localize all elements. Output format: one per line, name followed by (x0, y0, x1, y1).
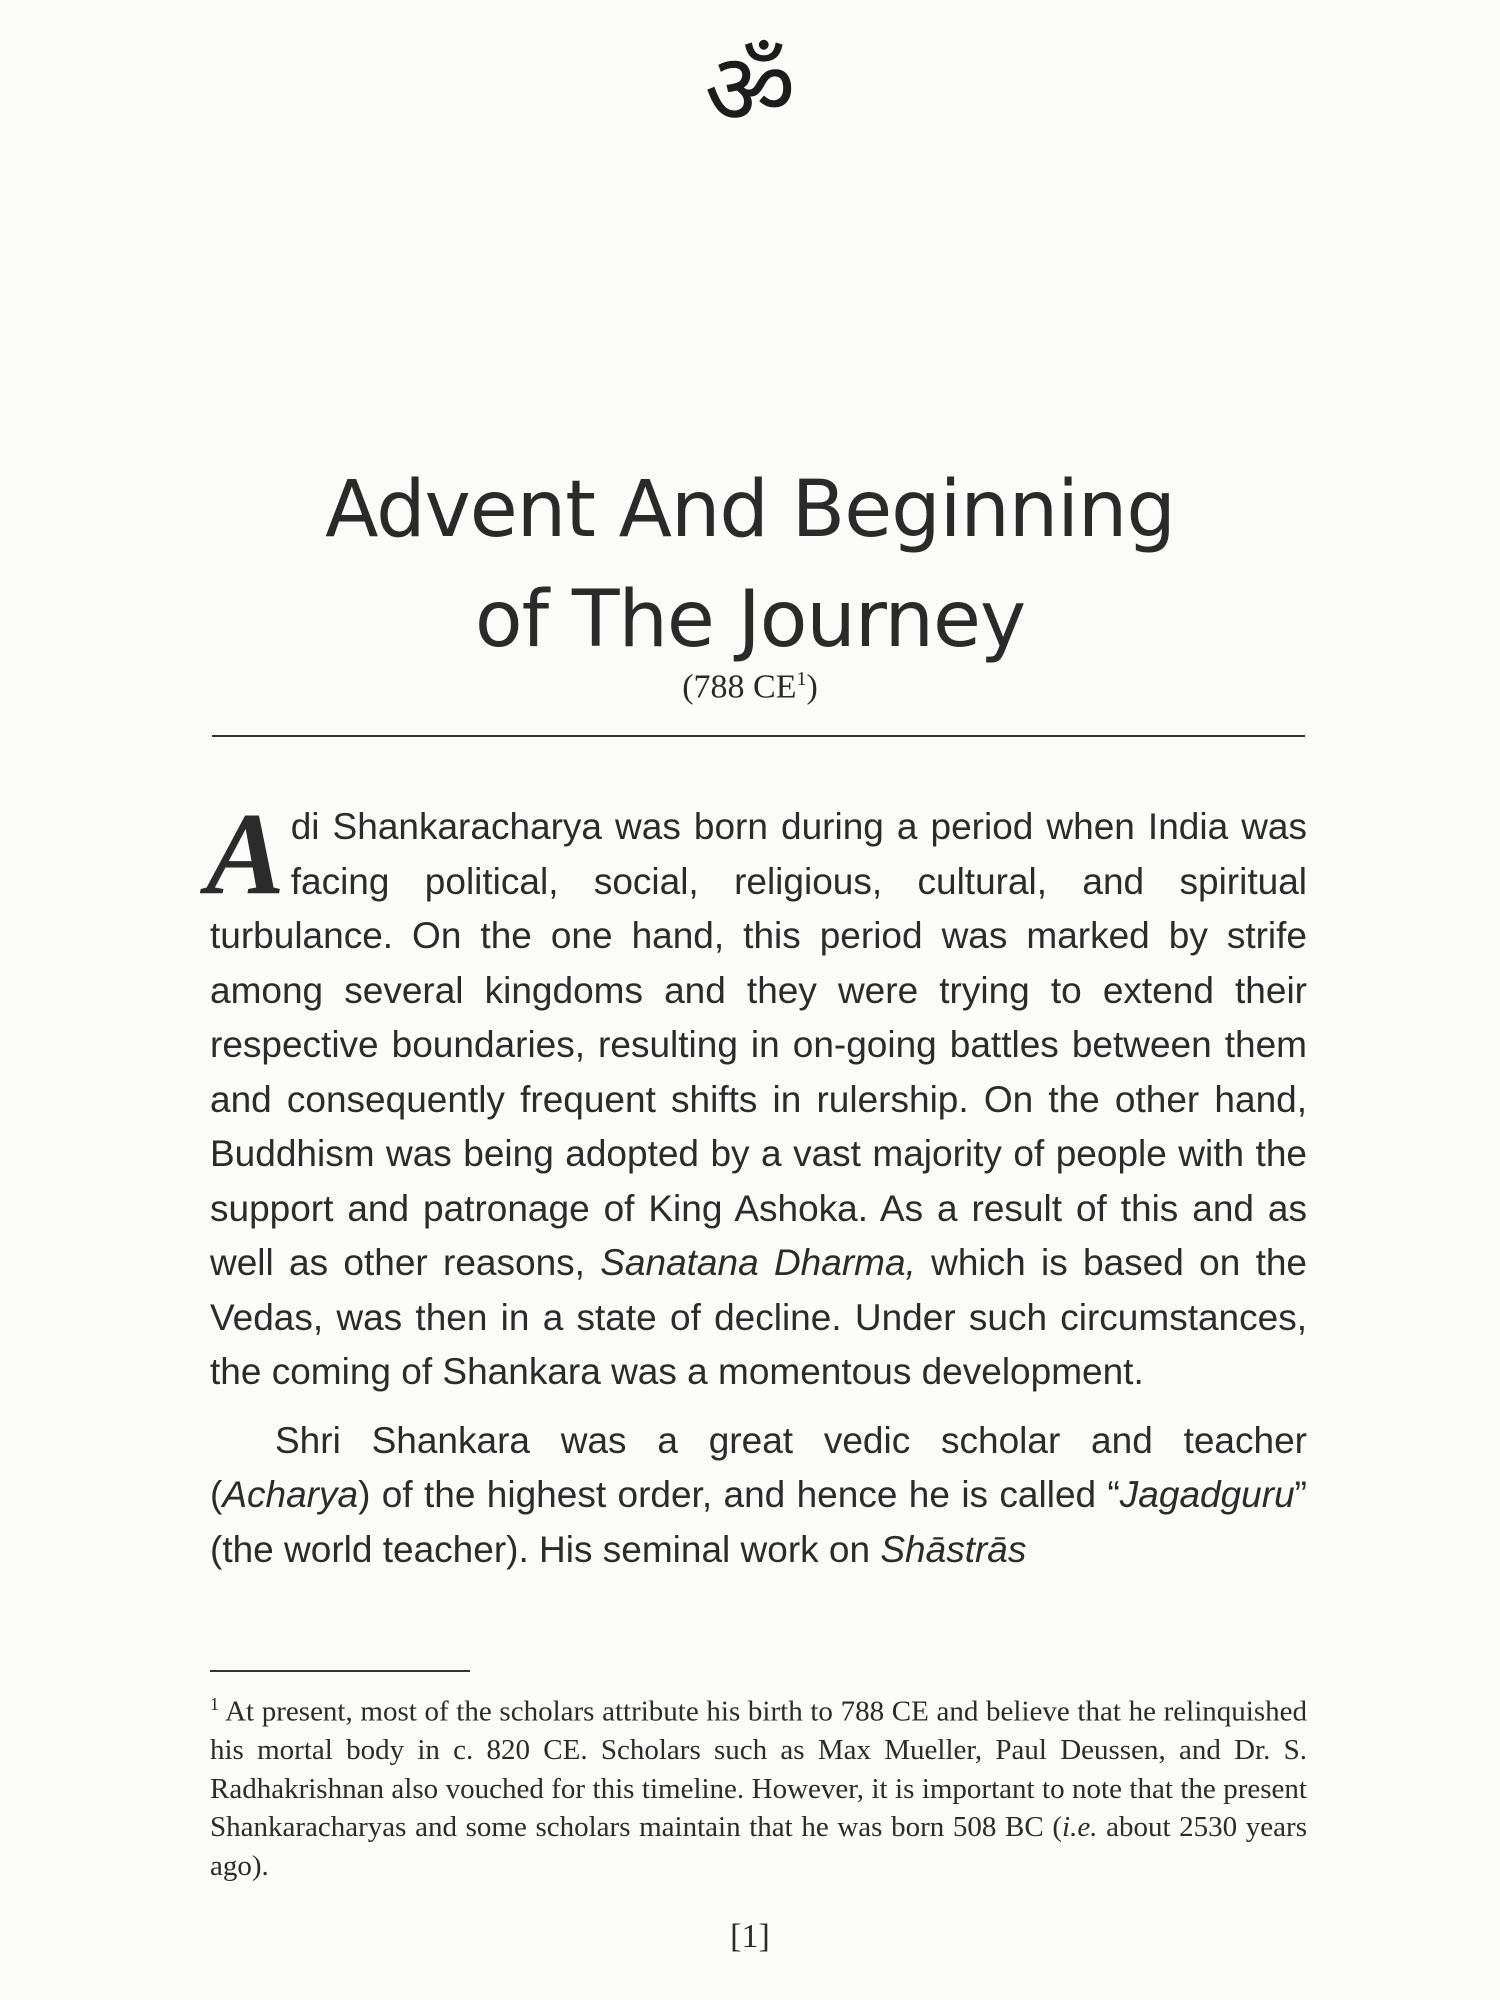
paragraph-1-text-a: di Shankaracharya was born during a period when India was facing political, social, religious, cultural, and spiritual turbulance. On the one hand, this period was marked by strife among several kingdoms and they were trying to extend their respective boundaries, resulting in on-going battles between them and consequently frequent shifts in rulership. On the other hand, Buddhism was being adopted by a vast majority of people with the support and patronage of King Ashoka. As a result of this and as well as other reasons, (210, 806, 1307, 1283)
chapter-title-line-1: Advent And Beginning (325, 465, 1175, 555)
footnote-text-a: At present, most of the scholars attribute his birth to 788 CE and believe that he relinquished his mortal body in c. 820 CE. Scholars such as Max Mueller, Paul Deussen, and Dr. S. Radhakrishnan also vouched for this timeline. However, it is important to note that the present Shankaracharyas and some scholars maintain that he was born 508 BC ( (210, 1695, 1307, 1844)
page-number: [1] (730, 1918, 770, 1955)
paragraph-1 (206, 788, 1307, 1400)
chapter-body (206, 788, 1307, 1577)
paragraph-2-text-c: ” (the world teacher). His seminal work on (210, 1474, 1307, 1570)
footnote-marker: 1 (210, 1694, 219, 1714)
chapter-date (0, 668, 1500, 706)
footnote-italic: i.e. (1062, 1811, 1098, 1844)
paragraph-1-italic: Sanatana Dharma, (600, 1242, 916, 1283)
date-close: ) (806, 668, 818, 706)
title-divider (212, 735, 1305, 737)
footnote-text-b: about 2530 years ago). (210, 1811, 1307, 1882)
om-symbol: ॐ (704, 31, 796, 148)
chapter-title (0, 455, 1500, 675)
paragraph-2-italic-a: Acharya (222, 1474, 359, 1515)
paragraph-2 (210, 1414, 1307, 1578)
footnote-reference: 1 (796, 668, 807, 690)
paragraph-1-text-b: which is based on the Vedas, was then in a state of decline. Under such circumstances, the coming of Shankara was a momentous development. (210, 1242, 1307, 1392)
date-text: (788 CE (682, 668, 797, 706)
drop-cap: A (206, 788, 285, 919)
paragraph-2-text-b: ) of the highest order, and hence he is called “ (358, 1474, 1120, 1515)
paragraph-2-italic-b: Jagadguru (1119, 1474, 1295, 1515)
chapter-title-line-2: of The Journey (474, 575, 1026, 665)
footnote-divider (210, 1670, 470, 1672)
paragraph-2-text-a: Shri Shankara was a great vedic scholar and teacher ( (210, 1419, 1307, 1515)
footnote (210, 1685, 1307, 1885)
paragraph-2-italic-c: Shāstrās (880, 1528, 1027, 1570)
